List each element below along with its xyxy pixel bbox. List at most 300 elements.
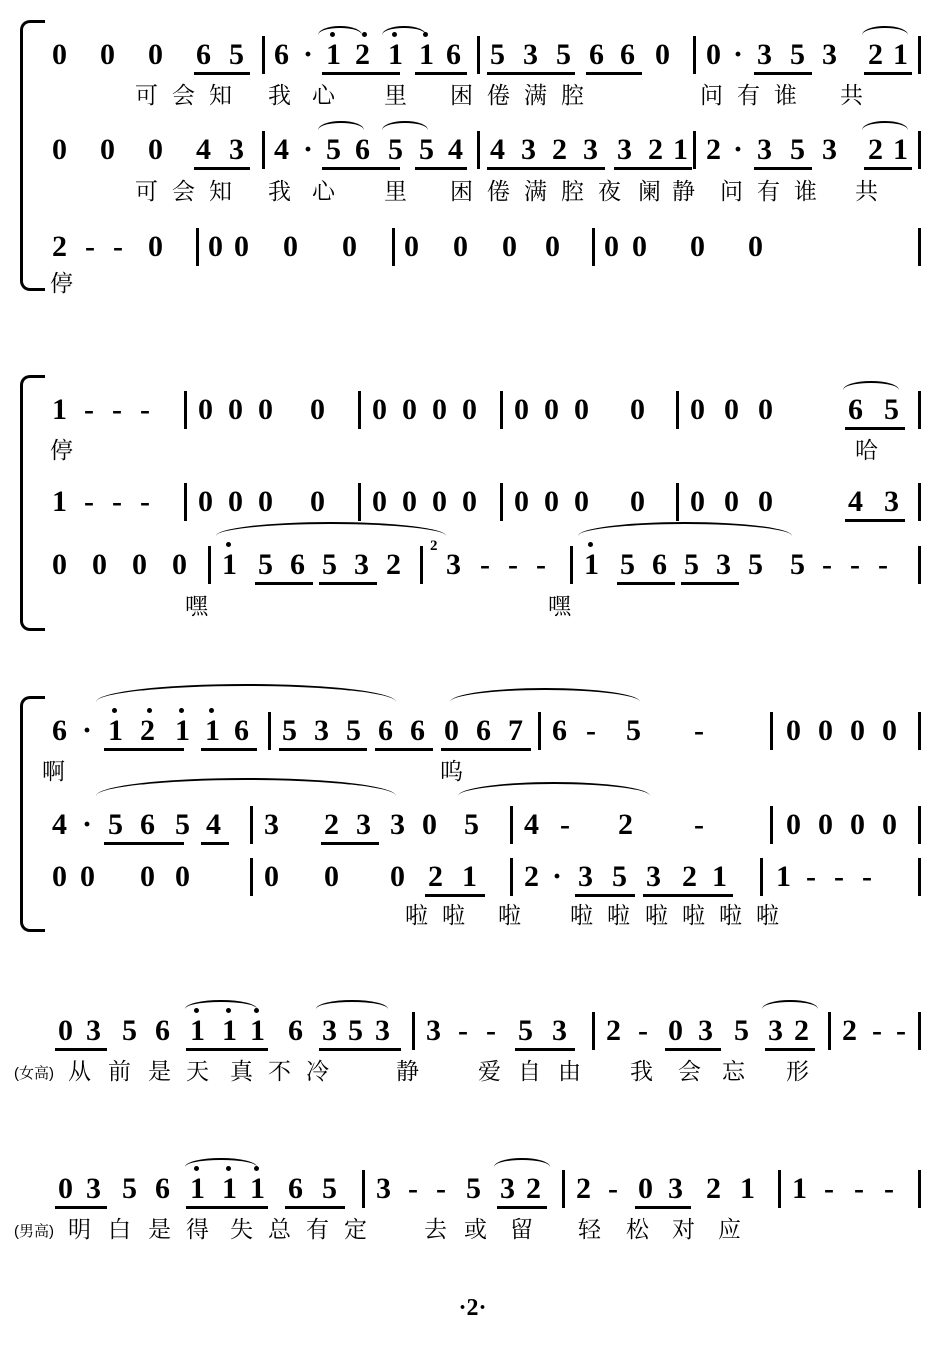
note: 0 (58, 1172, 73, 1205)
note: 1 (190, 1014, 205, 1047)
barline (918, 228, 921, 266)
note: 0 (234, 230, 249, 263)
barline (918, 483, 921, 521)
note: 6 (355, 133, 370, 166)
note: 0 (758, 393, 773, 426)
beam (194, 167, 250, 170)
slur (185, 1000, 257, 1018)
note: 0 (544, 485, 559, 518)
note: 0 (402, 393, 417, 426)
note: 2 (52, 230, 67, 263)
lyric-char: 腔 (561, 82, 584, 108)
note: 6 (52, 714, 67, 747)
staff-s3-voice2 (0, 800, 945, 850)
note: 1 (205, 714, 220, 747)
beam (586, 72, 642, 75)
beam (681, 582, 739, 585)
slur (382, 26, 426, 44)
lyric-char: 满 (524, 178, 547, 204)
note: - (586, 714, 596, 747)
note: 0 (638, 1172, 653, 1205)
note: 2 (794, 1014, 809, 1047)
lyric-char: 白 (108, 1216, 131, 1242)
note: 0 (655, 38, 670, 71)
barline (778, 1170, 781, 1208)
note: 0 (690, 485, 705, 518)
barline (362, 1170, 365, 1208)
lyric-char: 嘿 (185, 593, 208, 619)
lyric-char: 或 (464, 1216, 487, 1242)
note: 0 (208, 230, 223, 263)
note: 4 (196, 133, 211, 166)
lyric-char: 天 (186, 1058, 209, 1084)
note: 0 (724, 393, 739, 426)
beam (279, 748, 367, 751)
note: 2 (386, 548, 401, 581)
lyric-char: 知 (209, 178, 232, 204)
lyric-char: 谁 (774, 82, 797, 108)
lyric-char: 自 (518, 1058, 541, 1084)
note: 1 (388, 38, 403, 71)
lyric-char: 呜 (440, 758, 463, 784)
lyric-char: 啊 (42, 758, 65, 784)
note: - (140, 393, 150, 426)
note: 1 (462, 860, 477, 893)
note: 0 (432, 485, 447, 518)
beam (754, 72, 812, 75)
lyric-char: 去 (424, 1216, 447, 1242)
note: 0 (850, 714, 865, 747)
note: 0 (453, 230, 468, 263)
beam (255, 582, 313, 585)
note: 2 (606, 1014, 621, 1047)
note: 6 (589, 38, 604, 71)
note: 0 (604, 230, 619, 263)
note: 3 (884, 485, 899, 518)
system-5 (0, 1148, 945, 1273)
barline (693, 36, 696, 74)
note: 6 (290, 548, 305, 581)
note: 5 (626, 714, 641, 747)
note: 0 (52, 548, 67, 581)
note: 6 (196, 38, 211, 71)
note: 4 (448, 133, 463, 166)
lyric-char: 松 (626, 1216, 649, 1242)
note: 0 (758, 485, 773, 518)
note: 0 (544, 393, 559, 426)
barline (262, 131, 265, 169)
barline (196, 228, 199, 266)
lyric-char: 应 (718, 1216, 741, 1242)
staff-s4-soprano (0, 1006, 945, 1056)
beam (575, 894, 635, 897)
note: 5 (518, 1014, 533, 1047)
slur (382, 121, 428, 139)
beam (55, 1206, 107, 1209)
note: 0 (404, 230, 419, 263)
note: 0 (264, 860, 279, 893)
lyric-char: 啦 (442, 902, 465, 928)
beam (321, 842, 379, 845)
beam (635, 1206, 691, 1209)
lyric-char: 问 (720, 178, 743, 204)
note: 1 (108, 714, 123, 747)
part-label-soprano: (女高) (14, 1065, 54, 1082)
beam (425, 894, 485, 897)
note: 0 (228, 485, 243, 518)
note: 4 (524, 808, 539, 841)
note: - (694, 714, 704, 747)
lyric-char: 定 (344, 1216, 367, 1242)
note: 0 (148, 230, 163, 263)
note: - (436, 1172, 446, 1205)
lyric-char: 倦 (487, 82, 510, 108)
lyrics-s1-voice3 (0, 272, 945, 302)
note: 0 (818, 808, 833, 841)
note: · (733, 133, 744, 166)
note: 3 (757, 38, 772, 71)
note: 2 (355, 38, 370, 71)
lyrics-s3-voice3 (0, 904, 945, 934)
barline (918, 36, 921, 74)
lyric-char: 爱 (478, 1058, 501, 1084)
note: 1 (250, 1014, 265, 1047)
note: 3 (822, 38, 837, 71)
note: 3 (578, 860, 593, 893)
note: 0 (258, 485, 273, 518)
lyric-char: 由 (558, 1058, 581, 1084)
barline (262, 36, 265, 74)
lyric-char: 知 (209, 82, 232, 108)
note: 5 (326, 133, 341, 166)
note: 0 (52, 860, 67, 893)
note: 2 (324, 808, 339, 841)
note: - (822, 548, 832, 581)
note: 0 (198, 393, 213, 426)
barline (208, 546, 211, 584)
slur (185, 1158, 257, 1176)
lyric-char: 啦 (405, 902, 428, 928)
note: 0 (724, 485, 739, 518)
note: 0 (80, 860, 95, 893)
lyric-char: 困 (450, 82, 473, 108)
beam (415, 167, 467, 170)
note: 3 (426, 1014, 441, 1047)
beam (319, 1048, 401, 1051)
note: 3 (698, 1014, 713, 1047)
note: 5 (790, 133, 805, 166)
note: 0 (630, 485, 645, 518)
note: 5 (322, 1172, 337, 1205)
lyrics-s1-voice2 (0, 180, 945, 210)
lyric-char: 啦 (498, 902, 521, 928)
lyric-char: 啦 (756, 902, 779, 928)
lyric-char: 我 (630, 1058, 653, 1084)
lyric-char: 夜 (598, 178, 621, 204)
beam (754, 167, 812, 170)
note: - (896, 1014, 906, 1047)
note: 3 (354, 548, 369, 581)
lyric-char: 从 (68, 1058, 91, 1084)
note: 1 (712, 860, 727, 893)
note: - (408, 1172, 418, 1205)
note: 6 (288, 1172, 303, 1205)
note: 3 (716, 548, 731, 581)
note: 5 (229, 38, 244, 71)
note: 3 (757, 133, 772, 166)
lyric-char: 停 (50, 270, 73, 296)
note: 6 (378, 714, 393, 747)
beam (864, 72, 912, 75)
system-2 (0, 355, 945, 645)
lyric-char: 会 (172, 82, 195, 108)
lyric-char: 我 (268, 178, 291, 204)
beam (194, 72, 250, 75)
note: - (806, 860, 816, 893)
note: 3 (521, 133, 536, 166)
beam (186, 1206, 268, 1209)
note: 3 (86, 1172, 101, 1205)
beam (487, 72, 575, 75)
barline (918, 1012, 921, 1050)
note: 1 (250, 1172, 265, 1205)
note: 2 (682, 860, 697, 893)
lyric-char: 会 (678, 1058, 701, 1084)
barline (184, 391, 187, 429)
beam (497, 1206, 547, 1209)
slur (96, 778, 396, 814)
note: 5 (348, 1014, 363, 1047)
note: 6 (274, 38, 289, 71)
note: 0 (342, 230, 357, 263)
slur (862, 121, 908, 139)
slur (578, 522, 792, 550)
note: 4 (274, 133, 289, 166)
note: 0 (574, 393, 589, 426)
barline (420, 546, 423, 584)
note: 0 (140, 860, 155, 893)
lyric-char: 冷 (306, 1058, 329, 1084)
note: 1 (175, 714, 190, 747)
note: 0 (786, 714, 801, 747)
note: 3 (500, 1172, 515, 1205)
lyric-char: 有 (757, 178, 780, 204)
note: 0 (882, 808, 897, 841)
note: 0 (175, 860, 190, 893)
note: 6 (476, 714, 491, 747)
note: 0 (444, 714, 459, 747)
note: 0 (514, 485, 529, 518)
beam (845, 427, 905, 430)
beam (104, 842, 184, 845)
lyric-char: 不 (268, 1058, 291, 1084)
note: 0 (432, 393, 447, 426)
note: 5 (464, 808, 479, 841)
staff-s2-voice3 (0, 540, 945, 595)
staff-s1-voice1 (0, 30, 945, 80)
barline (412, 1012, 415, 1050)
note: - (112, 393, 122, 426)
slur (458, 782, 650, 810)
note: 5 (734, 1014, 749, 1047)
note: 0 (172, 548, 187, 581)
octave-dot (362, 32, 367, 37)
note: - (85, 230, 95, 263)
note: 0 (462, 393, 477, 426)
lyric-char: 真 (230, 1058, 253, 1084)
note: 5 (419, 133, 434, 166)
note: 5 (884, 393, 899, 426)
note: 2 (140, 714, 155, 747)
note: 4 (206, 808, 221, 841)
beam (322, 72, 400, 75)
lyric-char: 忘 (722, 1058, 745, 1084)
note: 2 (706, 133, 721, 166)
note: - (560, 808, 570, 841)
barline (592, 1012, 595, 1050)
note: 4 (848, 485, 863, 518)
note: 5 (612, 860, 627, 893)
slur (494, 1158, 550, 1176)
note: 6 (446, 38, 461, 71)
note: 0 (706, 38, 721, 71)
note: - (113, 230, 123, 263)
lyrics-s2-voice3 (0, 595, 945, 625)
barline (760, 858, 763, 896)
note: 1 (893, 38, 908, 71)
note: 3 (552, 1014, 567, 1047)
note: 1 (52, 485, 67, 518)
lyric-char: 是 (148, 1216, 171, 1242)
staff-s5-tenor (0, 1164, 945, 1214)
lyric-char: 问 (700, 82, 723, 108)
lyric-char: 哈 (855, 437, 878, 463)
lyric-char: 可 (135, 178, 158, 204)
note: 5 (790, 548, 805, 581)
note: 5 (282, 714, 297, 747)
note: 3 (356, 808, 371, 841)
note: 0 (882, 714, 897, 747)
note: 5 (790, 38, 805, 71)
note: - (84, 393, 94, 426)
note: 0 (148, 133, 163, 166)
beam (375, 748, 433, 751)
barline (250, 858, 253, 896)
beam (515, 1048, 575, 1051)
barline (510, 858, 513, 896)
lyrics-s1-voice1 (0, 84, 945, 114)
beam (441, 748, 531, 751)
note: 0 (786, 808, 801, 841)
lyric-char: 可 (135, 82, 158, 108)
note: 5 (108, 808, 123, 841)
note: 1 (222, 548, 237, 581)
note: - (638, 1014, 648, 1047)
note: 1 (222, 1014, 237, 1047)
note: 0 (690, 230, 705, 263)
note: 4 (52, 808, 67, 841)
slur (450, 688, 640, 716)
note: 1 (740, 1172, 755, 1205)
note: 3 (768, 1014, 783, 1047)
note: 0 (632, 230, 647, 263)
note: 2 (868, 133, 883, 166)
note: - (824, 1172, 834, 1205)
barline (770, 712, 773, 750)
lyric-char: 停 (50, 437, 73, 463)
beam (415, 72, 467, 75)
note: - (884, 1172, 894, 1205)
beam (643, 894, 733, 897)
lyric-char: 里 (384, 178, 407, 204)
beam (845, 519, 905, 522)
note: 5 (258, 548, 273, 581)
note: - (112, 485, 122, 518)
barline (693, 131, 696, 169)
note: 5 (684, 548, 699, 581)
lyric-char: 得 (186, 1216, 209, 1242)
page-number: ·2· (458, 1295, 487, 1321)
lyric-char: 啦 (682, 902, 705, 928)
note: 0 (390, 860, 405, 893)
note: - (872, 1014, 882, 1047)
note: 5 (490, 38, 505, 71)
note: 3 (322, 1014, 337, 1047)
lyric-char: 里 (384, 82, 407, 108)
note: 6 (848, 393, 863, 426)
note: 6 (552, 714, 567, 747)
note: 1 (776, 860, 791, 893)
note: 6 (155, 1014, 170, 1047)
barline (918, 858, 921, 896)
note: · (552, 860, 563, 893)
beam (285, 1206, 345, 1209)
note: 1 (673, 133, 688, 166)
note: 2 (526, 1172, 541, 1205)
note: 2 (576, 1172, 591, 1205)
note: 0 (402, 485, 417, 518)
barline (500, 483, 503, 521)
note: 6 (234, 714, 249, 747)
note: 3 (376, 1172, 391, 1205)
slur (316, 1000, 388, 1018)
note: - (878, 548, 888, 581)
note: 5 (748, 548, 763, 581)
note: 3 (229, 133, 244, 166)
beam (665, 1048, 721, 1051)
lyric-char: 啦 (719, 902, 742, 928)
note: 0 (818, 714, 833, 747)
barline (392, 228, 395, 266)
beam (319, 582, 377, 585)
beam (186, 1048, 268, 1051)
beam (55, 1048, 107, 1051)
staff-s2-voice1 (0, 385, 945, 435)
barline (477, 36, 480, 74)
note: 3 (264, 808, 279, 841)
note: - (84, 485, 94, 518)
barline (918, 712, 921, 750)
lyric-char: 形 (786, 1058, 809, 1084)
note: 3 (822, 133, 837, 166)
note: 2 (648, 133, 663, 166)
note: 5 (466, 1172, 481, 1205)
beam (487, 167, 605, 170)
lyric-char: 倦 (487, 178, 510, 204)
triplet-mark: 2 (430, 538, 438, 554)
lyric-char: 啦 (645, 902, 668, 928)
lyric-char: 明 (68, 1216, 91, 1242)
